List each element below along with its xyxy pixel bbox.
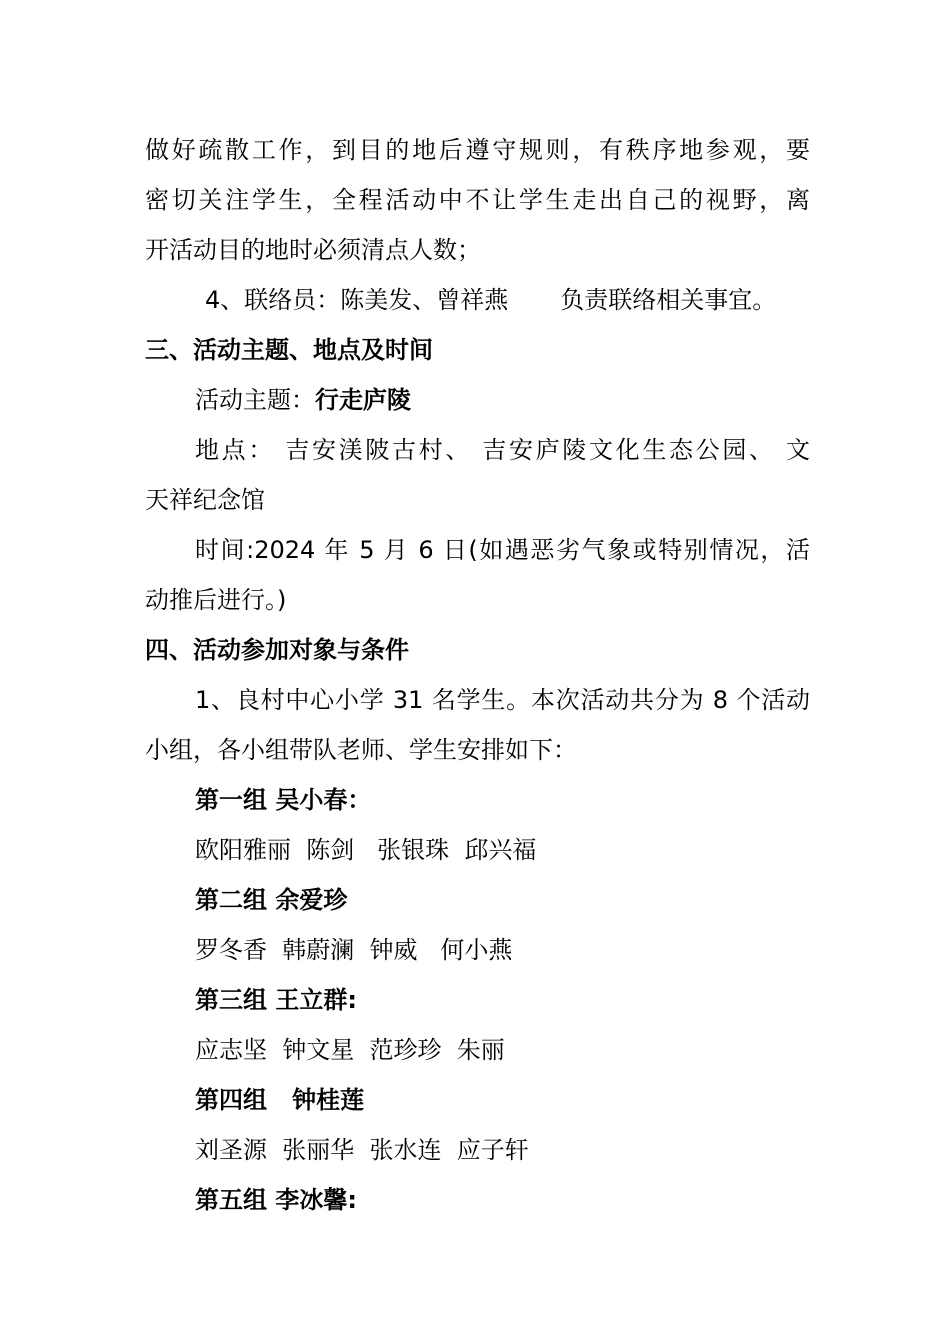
paragraph-line: 做好疏散工作，到目的地后遵守规则，有秩序地参观，要: [145, 136, 810, 164]
paragraph-line: 密切关注学生，全程活动中不让学生走出自己的视野，离: [145, 186, 810, 214]
group-title: 第五组 李冰馨:: [195, 1186, 357, 1214]
group-members: 罗冬香 韩蔚澜 钟威 何小燕: [195, 936, 513, 964]
section-heading: 四、活动参加对象与条件: [145, 636, 409, 664]
theme-label: 活动主题：: [195, 386, 315, 414]
place-line: 地点： 吉安渼陂古村、 吉安庐陵文化生态公园、 文: [195, 436, 810, 464]
section-heading: 三、活动主题、地点及时间: [145, 336, 433, 364]
time-line: 时间:2024 年 5 月 6 日(如遇恶劣气象或特别情况，活: [195, 536, 810, 564]
intro-line: 1、良村中心小学 31 名学生。本次活动共分为 8 个活动: [195, 686, 810, 714]
group-title: 第三组 王立群:: [195, 986, 357, 1014]
group-members: 刘圣源 张丽华 张水连 应子轩: [195, 1136, 529, 1164]
group-members: 欧阳雅丽 陈剑 张银珠 邱兴福: [195, 836, 537, 864]
theme-value: 行走庐陵: [315, 386, 411, 414]
theme-line: [195, 383, 810, 417]
place-line: 天祥纪念馆: [145, 486, 265, 514]
group-title: 第四组 钟桂莲: [195, 1086, 365, 1114]
group-title: 第一组 吴小春：: [195, 786, 372, 814]
intro-line: 小组，各小组带队老师、学生安排如下：: [145, 736, 577, 764]
liaison-line: [205, 283, 810, 317]
group-title: 第二组 余爱珍: [195, 886, 348, 914]
liaison-duty: 负责联络相关事宜。: [560, 286, 777, 314]
time-line: 动推后进行。): [145, 586, 287, 614]
paragraph-line: 开活动目的地时必须清点人数；: [145, 236, 481, 264]
group-members: 应志坚 钟文星 范珍珍 朱丽: [195, 1036, 505, 1064]
liaison-label: 4、联络员：陈美发、曾祥燕: [205, 286, 509, 314]
